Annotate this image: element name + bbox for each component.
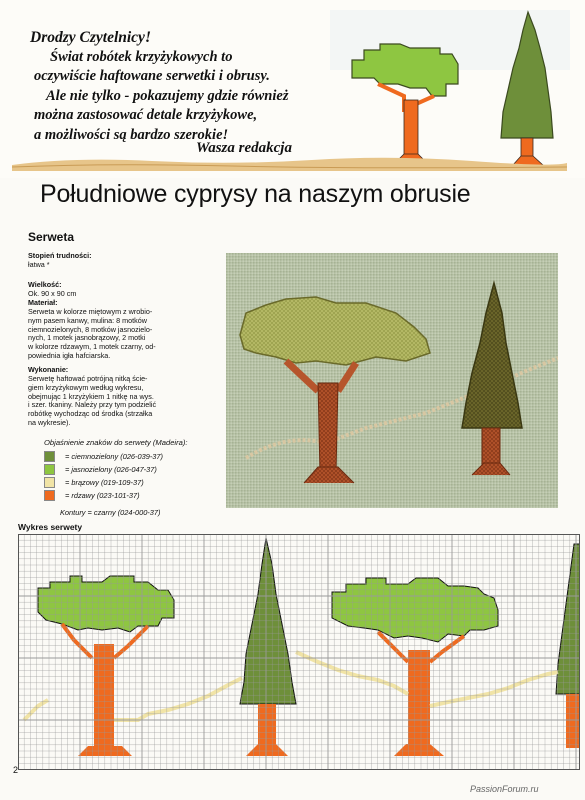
- greeting-line: Ale nie tylko - pokazujemy gdzie również: [46, 87, 289, 104]
- legend-item: [44, 451, 163, 461]
- greeting-line: można zastosować detale krzyżykowe,: [34, 107, 258, 123]
- size-label: Wielkość:: [28, 280, 62, 289]
- difficulty-label: Stopień trudności:: [28, 251, 92, 260]
- material-line: nych, 1 motek jasnobrązowy, 2 motki: [28, 333, 146, 343]
- sand-strip: [12, 155, 567, 171]
- work-line: na wykresie).: [28, 417, 71, 427]
- legend-title: Objaśnienie znaków do serwety (Madeira):: [44, 438, 188, 447]
- legend-swatch: [44, 451, 55, 462]
- legend-text: = rdzawy (023-101-37): [65, 490, 140, 500]
- material-line: w kolorze rdzawym, 1 motek czarny, od-: [28, 342, 156, 352]
- work-line: Serwetę haftować potrójną nitką ście-: [28, 374, 148, 383]
- work-label: Wykonanie:: [28, 365, 69, 374]
- umbrella-tree-illustration: [352, 44, 458, 168]
- material-text: [28, 308, 198, 361]
- difficulty-value: łatwa *: [28, 260, 50, 269]
- work-line: obejmując 1 krzyżykiem 1 nitkę na wys.: [28, 391, 154, 401]
- legend-item: [44, 464, 157, 474]
- legend-swatch: [44, 464, 55, 475]
- greeting-line: a możliwości są bardzo szerokie!: [34, 126, 229, 143]
- size-value: Ok. 90 x 90 cm: [28, 289, 77, 298]
- legend-text: = brązowy (019-109-37): [65, 477, 144, 487]
- signoff: Wasza redakcja: [196, 140, 292, 156]
- chart-label: Wykres serwety: [18, 522, 83, 532]
- section-title: Serweta: [28, 230, 75, 244]
- legend-outline-note: Kontury = czarny (024-000-37): [60, 507, 161, 517]
- work-line: robótkę wychodząc od środka (strzałka: [28, 409, 153, 419]
- embroidery-photo: [226, 253, 558, 508]
- legend-text: = ciemnozielony (026-039-37): [65, 451, 163, 461]
- greeting-text: [30, 28, 330, 145]
- work-line: giem krzyżykowym według wykresu,: [28, 382, 144, 392]
- legend-swatch: [44, 477, 55, 488]
- page-title: Południowe cyprysy na naszym obrusie: [40, 180, 471, 208]
- legend-item: [44, 477, 144, 487]
- page-number: 2: [13, 765, 19, 775]
- material-label: Materiał:: [28, 298, 58, 307]
- legend-text: = jasnozielony (026-047-37): [65, 464, 157, 474]
- material-line: ciemnozielonych, 8 motków jasnozielo-: [28, 324, 153, 334]
- watermark: PassionForum.ru: [470, 784, 539, 794]
- greeting-line: Drodzy Czytelnicy!: [30, 29, 151, 46]
- greeting-line: oczywiście haftowane serwetki i obrusy.: [34, 68, 270, 84]
- legend-swatch: [44, 490, 55, 501]
- cross-stitch-chart: [18, 534, 580, 770]
- material-line: powiednia igła hafciarska.: [28, 350, 111, 360]
- greeting-line: Świat robótek krzyżykowych to: [50, 48, 233, 65]
- chart-motifs: [24, 538, 580, 756]
- material-line: Serweta w kolorze miętowym z wrobio-: [28, 307, 153, 316]
- work-text: [28, 375, 198, 428]
- legend-item: [44, 490, 140, 500]
- material-line: nym pasem kanwy, mulina: 8 motków: [28, 315, 147, 325]
- work-line: i szer. tkaniny. Należy przy tym podzielić: [28, 400, 157, 410]
